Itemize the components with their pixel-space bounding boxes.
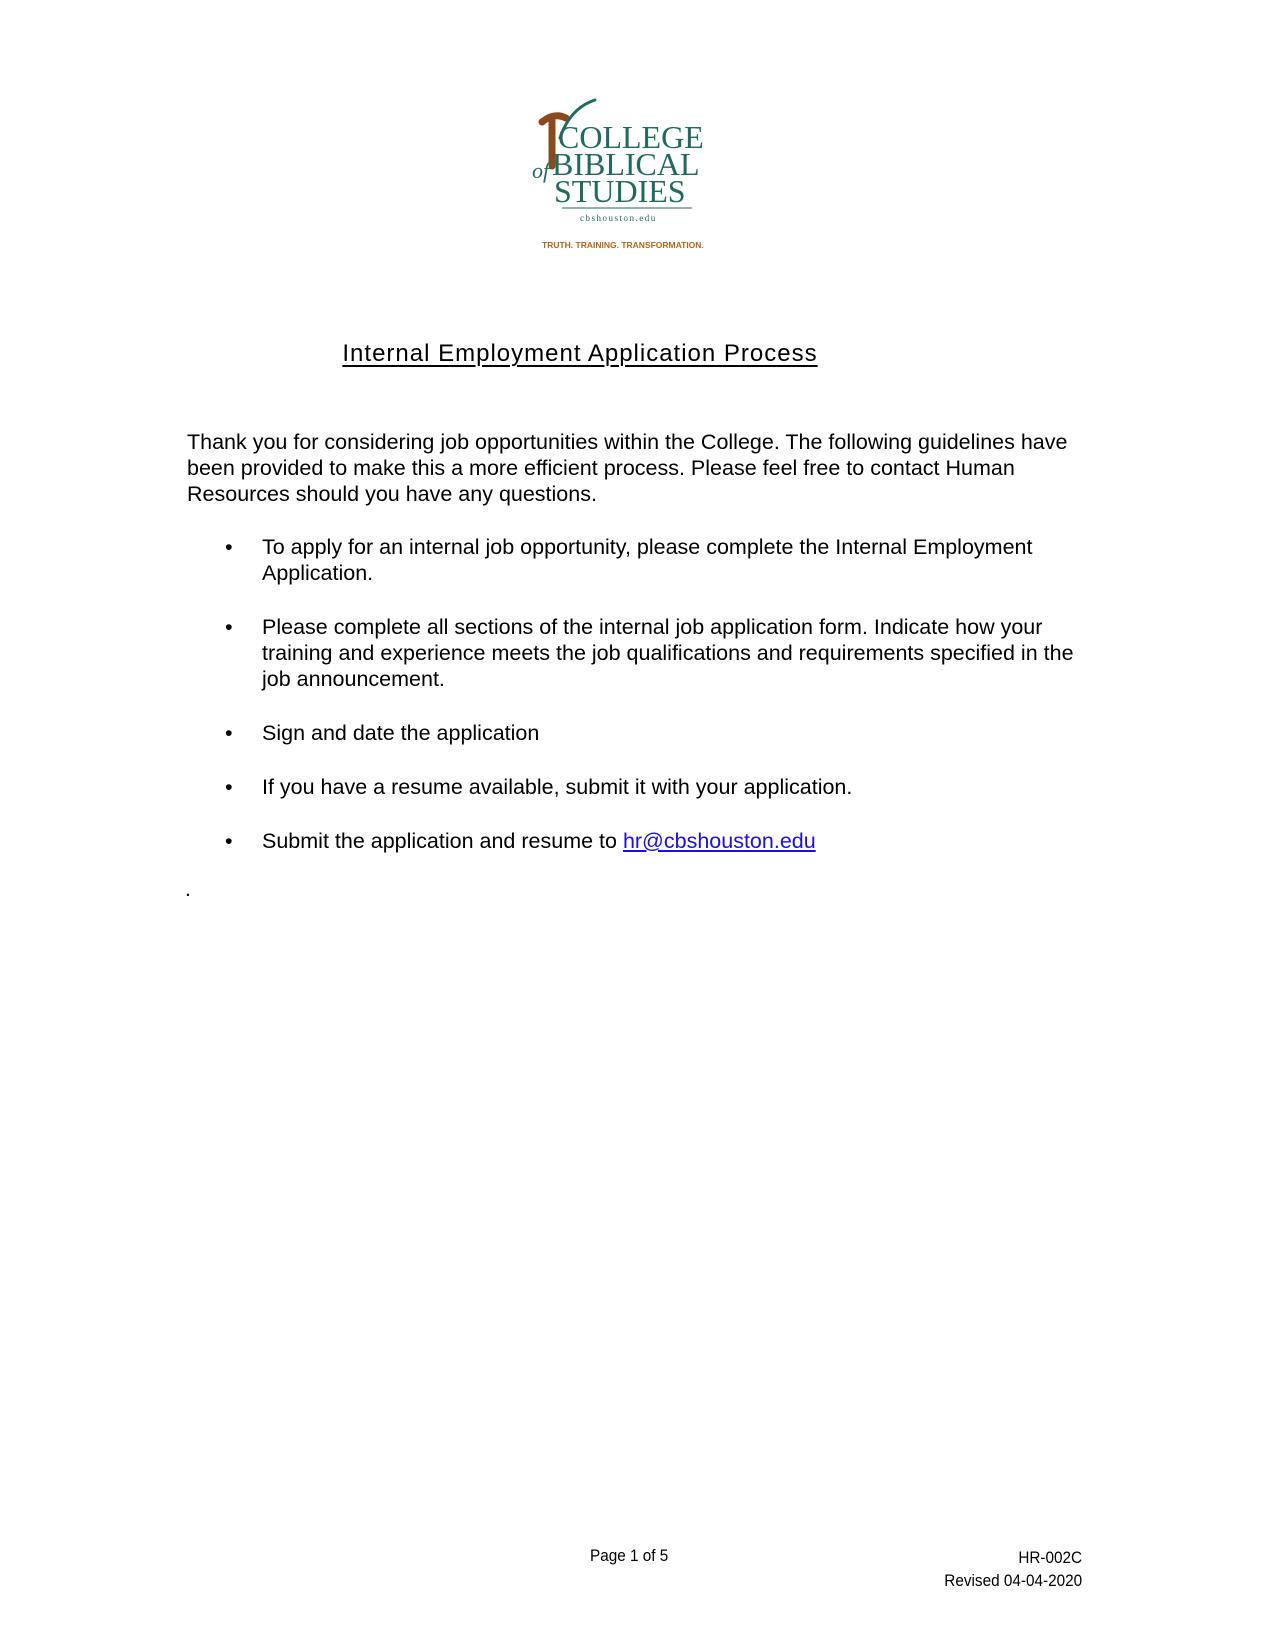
list-item [187,720,1087,746]
bullet-icon: • [225,721,233,745]
bullet-icon: • [225,829,233,853]
logo-line-studies: STUDIES [554,173,686,209]
intro-paragraph: Thank you for considering job opportunities within the College. The following guidelines have been provided to make this a more efficient process. Please feel free to contact Human Resources should you have any questions. [187,430,1068,506]
college-logo [532,98,730,263]
logo-of: of [532,158,550,183]
logo-website: cbshouston.edu [580,213,657,223]
logo-line-biblical: BIBLICAL [552,146,700,182]
list-item [187,614,1087,692]
revision-date: Revised 04-04-2020 [944,1571,1082,1590]
logo-line-college: COLLEGE [558,119,704,155]
bullet-icon: • [225,615,233,639]
bullet-icon: • [225,775,233,799]
guideline-text: Sign and date the application [262,721,540,745]
page-title: Internal Employment Application Process [342,340,818,367]
guidelines-list [187,534,1087,854]
guideline-text: If you have a resume available, submit it with your application. [262,775,853,799]
form-code: HR-002C [1018,1548,1082,1567]
stray-period: . [185,878,191,901]
list-item [187,534,1087,586]
list-item [187,828,1087,854]
logo-tagline: TRUTH. TRAINING. TRANSFORMATION. [542,240,704,250]
guideline-text: To apply for an internal job opportunity, please complete the Internal Employment Application. [262,535,1033,585]
page-number: Page 1 of 5 [590,1546,669,1565]
form-info [944,1546,1082,1592]
submit-instruction: Submit the application and resume to [262,829,623,853]
list-item [187,774,1087,800]
guideline-text: Please complete all sections of the internal job application form. Indicate how your training and experience meets the job qualifications and requirements specified in the job announcement. [262,615,1074,691]
hr-email-link[interactable]: hr@cbshouston.edu [622,829,816,853]
bullet-icon: • [225,535,233,559]
